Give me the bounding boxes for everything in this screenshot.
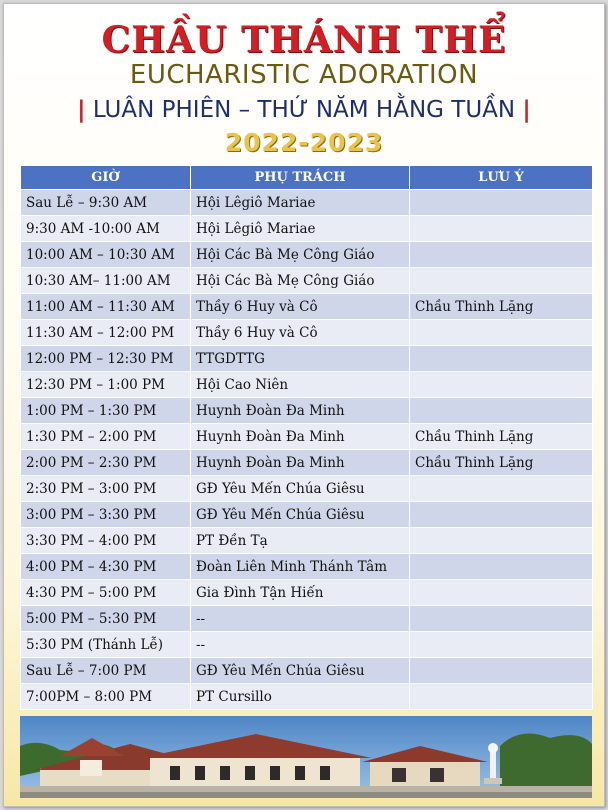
cell-time: 2:30 PM – 3:00 PM [21,476,191,502]
column-header-group: PHỤ TRÁCH [191,166,410,190]
cell-note [410,268,593,294]
table-row [21,242,593,268]
column-header-time: GIỜ [21,166,191,190]
schedule-line [4,96,604,124]
cell-group: Gia Đình Tận Hiến [191,580,410,606]
table-row [21,216,593,242]
cell-time: Sau Lễ – 9:30 AM [21,190,191,216]
cell-time: 9:30 AM -10:00 AM [21,216,191,242]
cell-time: 10:00 AM – 10:30 AM [21,242,191,268]
cell-group: Hội Lêgiô Mariae [191,216,410,242]
cell-note [410,606,593,632]
right-bar: | [522,97,531,123]
cell-time: 3:30 PM – 4:00 PM [21,528,191,554]
cell-note [410,684,593,710]
table-row [21,476,593,502]
table-row [21,424,593,450]
cell-time: 11:30 AM – 12:00 PM [21,320,191,346]
schedule-table-body [21,190,593,710]
column-header-note: LƯU Ý [410,166,593,190]
church-photo-illustration [20,716,592,798]
table-row [21,398,593,424]
cell-time: 7:00PM – 8:00 PM [21,684,191,710]
cell-group: Đoàn Liên Minh Thánh Tâm [191,554,410,580]
cell-group: GĐ Yêu Mến Chúa Giêsu [191,658,410,684]
cell-group: PT Cursillo [191,684,410,710]
cell-group: Thầy 6 Huy và Cô [191,294,410,320]
cell-group: Huynh Đoàn Đa Minh [191,450,410,476]
cell-group: GĐ Yêu Mến Chúa Giêsu [191,476,410,502]
cell-group: Hội Các Bà Mẹ Công Giáo [191,242,410,268]
cell-time: 1:30 PM – 2:00 PM [21,424,191,450]
table-row [21,658,593,684]
cell-group: Hội Lêgiô Mariae [191,190,410,216]
cell-time: 4:00 PM – 4:30 PM [21,554,191,580]
table-row [21,502,593,528]
cell-note [410,398,593,424]
cell-time: 12:00 PM – 12:30 PM [21,346,191,372]
schedule-table [20,165,593,710]
cell-time: 10:30 AM– 11:00 AM [21,268,191,294]
cell-group: Hội Các Bà Mẹ Công Giáo [191,268,410,294]
flyer-page [3,3,605,807]
cell-note [410,554,593,580]
cell-time: 3:00 PM – 3:30 PM [21,502,191,528]
church-building-photo [20,716,592,798]
cell-group: Huynh Đoàn Đa Minh [191,398,410,424]
table-row [21,684,593,710]
page-subtitle: EUCHARISTIC ADORATION [129,60,479,90]
cell-group: -- [191,632,410,658]
cell-group: Thầy 6 Huy và Cô [191,320,410,346]
cell-group: Hội Cao Niên [191,372,410,398]
year-label: 2022-2023 [224,128,384,157]
cell-time: 12:30 PM – 1:00 PM [21,372,191,398]
table-header-row [21,166,593,190]
cell-note [410,658,593,684]
cell-note [410,580,593,606]
cell-time: 1:00 PM – 1:30 PM [21,398,191,424]
table-row [21,346,593,372]
cell-time: 2:00 PM – 2:30 PM [21,450,191,476]
cell-time: 4:30 PM – 5:00 PM [21,580,191,606]
cell-time: 5:00 PM – 5:30 PM [21,606,191,632]
cell-note [410,528,593,554]
cell-time: 11:00 AM – 11:30 AM [21,294,191,320]
cell-time: 5:30 PM (Thánh Lễ) [21,632,191,658]
table-row [21,450,593,476]
cell-note [410,632,593,658]
cell-note [410,346,593,372]
cell-group: -- [191,606,410,632]
page-title: CHẦU THÁNH THỂ [101,19,507,61]
cell-note [410,242,593,268]
table-row [21,268,593,294]
cell-note [410,320,593,346]
left-bar: | [77,97,86,123]
cell-note [410,190,593,216]
cell-time: Sau Lễ – 7:00 PM [21,658,191,684]
schedule-line-text: LUÂN PHIÊN – THỨ NĂM HẰNG TUẦN [92,97,516,123]
cell-note [410,476,593,502]
table-row [21,632,593,658]
cell-note: Chầu Thinh Lặng [410,294,593,320]
table-row [21,294,593,320]
table-row [21,554,593,580]
table-row [21,580,593,606]
table-row [21,606,593,632]
cell-note: Chầu Thinh Lặng [410,450,593,476]
cell-group: TTGDTTG [191,346,410,372]
cell-group: Huynh Đoàn Đa Minh [191,424,410,450]
table-row [21,190,593,216]
cell-note [410,502,593,528]
cell-group: GĐ Yêu Mến Chúa Giêsu [191,502,410,528]
table-row [21,372,593,398]
cell-note [410,372,593,398]
cell-group: PT Đền Tạ [191,528,410,554]
table-row [21,320,593,346]
cell-note [410,216,593,242]
table-row [21,528,593,554]
cell-note: Chầu Thinh Lặng [410,424,593,450]
